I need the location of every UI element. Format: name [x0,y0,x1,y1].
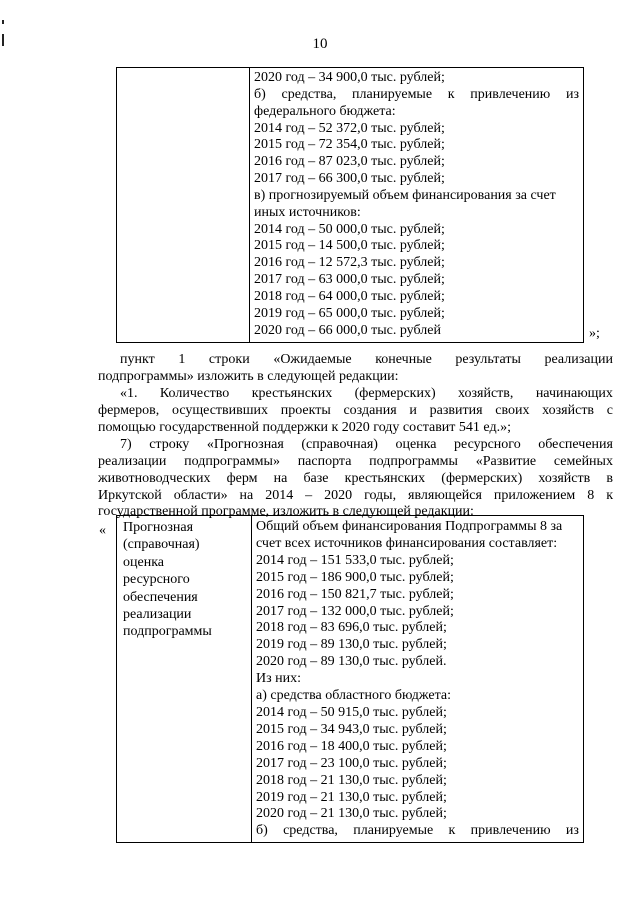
table-line: в) прогнозируемый объем финансирования за счет [254,187,556,203]
word: результаты [455,352,521,367]
word: и [409,402,417,418]
table-line: 2015 год – 34 943,0 тыс. рублей; [256,721,447,737]
funding-table-continued [116,67,584,343]
table-line: 2015 год – 186 900,0 тыс. рублей; [256,569,454,585]
table-line: 2020 год – 89 130,0 тыс. рублей. [256,654,447,670]
word: 2020 [324,487,353,503]
table-line: 2014 год – 50 915,0 тыс. рублей; [256,704,447,720]
paragraph-line [98,386,613,403]
label-line: (справочная) [123,537,200,553]
word: привлечению [470,823,551,839]
word: «Ожидаемые [273,352,352,367]
word: в [606,470,613,486]
word: реализации [98,453,167,469]
word: ресурсного [454,437,521,452]
paragraph-quote-result [98,386,613,437]
paragraph-item-7 [98,437,613,521]
word: «Прогнозная [206,437,284,452]
word: проекты [280,402,331,418]
word: планируемые [353,823,434,839]
word: осуществивших [171,402,269,418]
word: 2014 [265,487,294,503]
word: из [565,86,579,102]
word: реализации [544,352,613,367]
word: 7) [120,437,132,452]
table-line: 2019 год – 65 000,0 тыс. рублей; [254,305,445,321]
word: фермеров, [98,402,160,418]
paragraph-line [98,471,613,488]
table-line: 2015 год – 14 500,0 тыс. рублей; [254,238,445,254]
word: б) [256,823,268,839]
word: «1. [120,386,138,401]
word: крестьянских [344,470,426,486]
word: подпрограммы» [184,453,280,469]
word: хозяйств [542,402,595,418]
word: крестьянских [251,386,333,401]
page-number: 10 [312,36,328,52]
word: являющейся [408,487,482,503]
table-line: 2018 год – 83 696,0 тыс. рублей; [256,620,447,636]
word: хозяйств [538,470,591,486]
word: б) [254,86,266,102]
paragraph-item-1 [98,352,613,386]
table-line: 2018 год – 21 130,0 тыс. рублей; [256,772,447,788]
table-line: 2016 год – 18 400,0 тыс. рублей; [256,738,447,754]
word: «Развитие [475,453,537,469]
word: начинающих [535,386,613,401]
table-content-cell [252,516,584,843]
word: конечные [375,352,432,367]
label-line: ресурсного [123,572,190,588]
word: паспорта [297,453,352,469]
paragraph-line [98,454,613,471]
table-line: 2017 год – 66 300,0 тыс. рублей; [254,171,445,187]
table-line: Из них: [256,671,302,687]
word: (справочная) [301,437,378,452]
table-line: 2015 год – 72 354,0 тыс. рублей; [254,137,445,153]
label-line: оценка [123,554,165,570]
label-line: реализации [123,607,192,623]
word: из [565,823,579,839]
label-line: обеспечения [123,589,198,605]
funding-table [116,515,584,843]
word: подпрограммы [369,453,458,469]
word: к [606,487,613,503]
table-line: 2016 год – 87 023,0 тыс. рублей; [254,154,445,170]
paragraph-line: помощью государственной поддержки к 2020 году составит 541 ед.»; [98,419,511,435]
word: строки [208,352,250,367]
word: планируемые [352,86,433,102]
table-line: 2020 год – 21 130,0 тыс. рублей; [256,806,447,822]
word: хозяйств, [458,386,514,401]
table-line: 2014 год – 50 000,0 тыс. рублей; [254,221,445,237]
word: (фермерских) [354,386,436,401]
word: Иркутской [98,487,162,503]
table-line: 2014 год – 151 533,0 тыс. рублей; [256,552,454,568]
table-line: 2017 год – 63 000,0 тыс. рублей; [254,272,445,288]
word: ферм [226,470,258,486]
table-line: федерального бюджета: [254,103,396,119]
table-line: 2019 год – 89 130,0 тыс. рублей; [256,637,447,653]
table-line-justified [254,87,579,104]
opening-quote: « [99,523,106,538]
table-line: иных источников: [254,204,361,220]
word: 8 [587,487,595,503]
paragraph-line [98,488,613,505]
table-line: счет всех источников финансирования составляет: [256,535,558,551]
table-line: а) средства областного бюджета: [256,688,451,704]
word: пункт [120,352,155,367]
word: – [305,487,313,503]
word: строку [149,437,190,452]
word: к [447,86,455,102]
paragraph-line: подпрограммы» изложить в следующей редакции: [98,368,399,384]
word: средства, [283,823,338,839]
table-line: 2014 год – 52 372,0 тыс. рублей; [254,120,445,136]
word: годы, [364,487,397,503]
word: 1 [178,352,186,367]
table-line-justified [256,823,579,840]
paragraph-line: государственной программе, изложить в следующей редакции: [98,504,474,520]
table-line: 2020 год – 66 000,0 тыс. рублей [254,322,441,338]
table-label-cell [117,68,250,343]
word: приложением [493,487,576,503]
word: создания [343,402,397,418]
word: привлечению [470,86,551,102]
table-line: Общий объем финансирования Подпрограммы 8 за [256,519,563,534]
table-line: 2016 год – 150 821,7 тыс. рублей; [256,586,454,602]
paragraph-line [98,352,613,369]
word: области» [173,487,228,503]
word: оценка [395,437,437,452]
closing-quote: »; [589,326,600,341]
word: средства, [281,86,337,102]
table-line: 2020 год – 34 900,0 тыс. рублей; [254,70,445,85]
scan-mark [2,20,4,24]
table-line: 2017 год – 132 000,0 тыс. рублей; [256,603,454,619]
word: развития [429,402,483,418]
table-line: 2018 год – 64 000,0 тыс. рублей; [254,288,445,304]
word: своих [495,402,530,418]
word: животноводческих [98,470,211,486]
word: Количество [159,386,230,401]
table-content-cell [250,68,584,343]
table-line: 2019 год – 21 130,0 тыс. рублей; [256,789,447,805]
label-line: подпрограммы [123,624,212,640]
word: семейных [553,453,613,469]
paragraph-line [98,403,613,420]
paragraph-line [98,437,613,454]
word: базе [303,470,329,486]
word: на [273,470,288,486]
label-line: Прогнозная [123,520,194,535]
table-line: 2016 год – 12 572,3 тыс. рублей; [254,255,445,271]
word: на [239,487,254,503]
word: (фермерских) [441,470,523,486]
word: к [448,823,456,839]
table-label-cell [117,516,252,843]
word: с [606,402,613,418]
word: обеспечения [538,437,613,452]
table-line: 2017 год – 23 100,0 тыс. рублей; [256,755,447,771]
